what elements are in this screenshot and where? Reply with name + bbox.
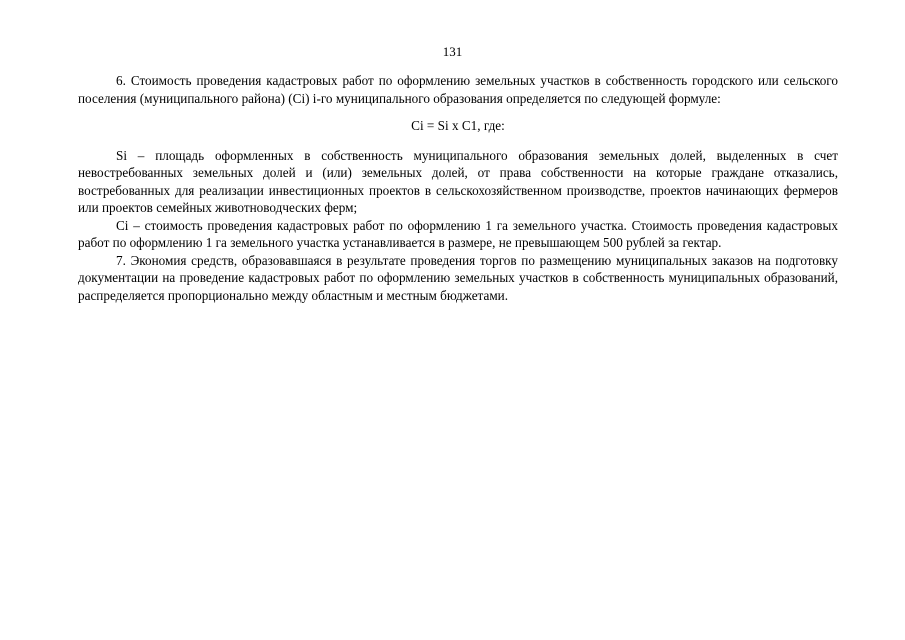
definition-ci: Ci – стоимость проведения кадастровых работ по оформлению 1 га земельного участка. Стоимость проведения кадастровых работ по оформлению 1 га земельного участка устанавливается в размере, не превышающем 500 рублей за гектар. <box>78 217 838 250</box>
page-number: 131 <box>442 44 463 59</box>
paragraph-6: 6. Стоимость проведения кадастровых работ по оформлению земельных участков в собственность городского или сельского поселения (муниципального района) (Ci) i-го муниципального образования определяется по следующей формуле: <box>78 73 838 106</box>
definition-si: Si – площадь оформленных в собственность муниципального образования земельных долей, выделенных в счет невостребованных земельных долей и (или) земельных долей, от права собственности на которые граждане отказались, востребованных для реализации инвестиционных проектов в сельскохозяйственном производстве, проектов начинающих фермеров или проектов семейных животноводческих ферм; <box>78 147 838 215</box>
paragraph-7: 7. Экономия средств, образовавшаяся в результате проведения торгов по размещению муниципальных заказов на подготовку документации на проведение кадастровых работ по оформлению земельных участков в собственность муниципальных образований, распределяется пропорционально между областным и местным бюджетами. <box>78 252 838 303</box>
document-body <box>78 72 838 304</box>
formula: Ci = Si x C1, где: <box>411 118 505 133</box>
